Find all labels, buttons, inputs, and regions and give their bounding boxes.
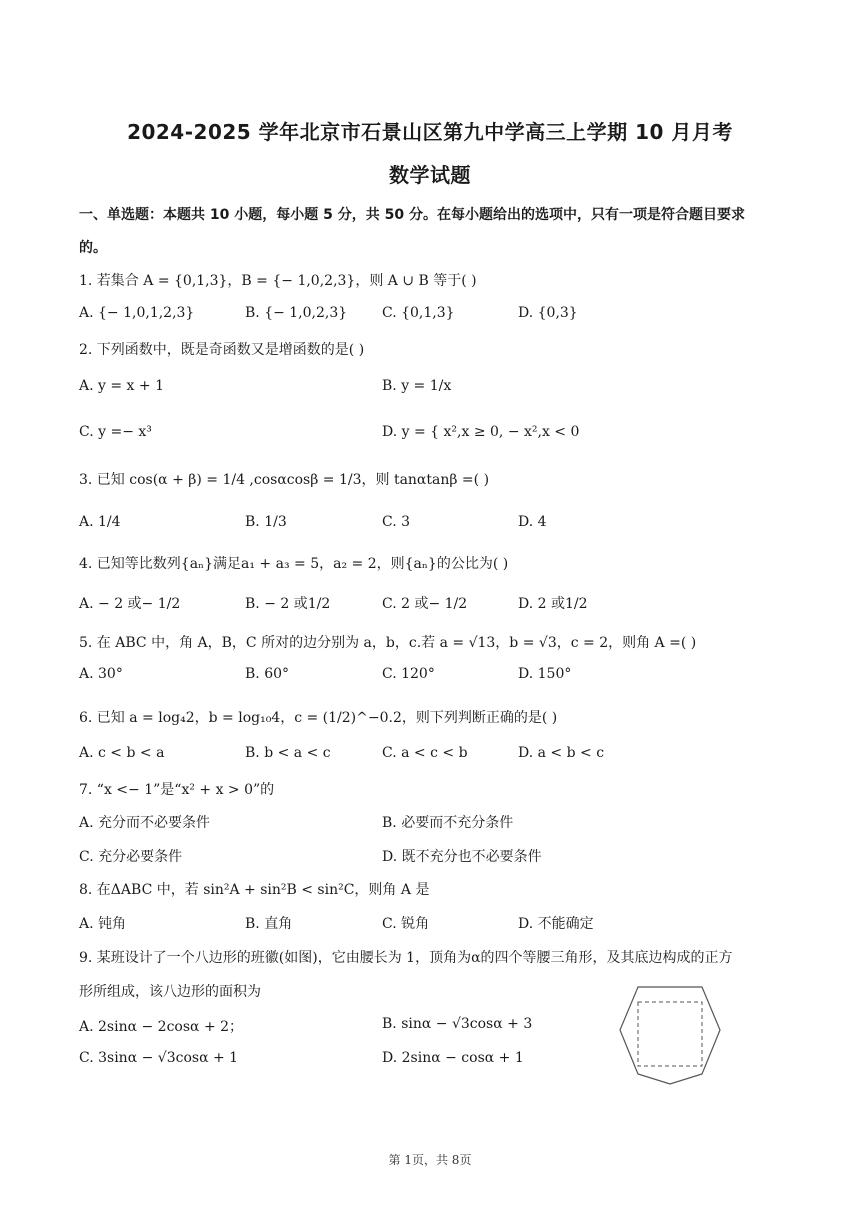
question-7-option-c: C. 充分必要条件 [79, 849, 183, 865]
section-heading-cont: 的。 [79, 240, 107, 256]
question-8-option-a: A. 钝角 [79, 916, 127, 932]
question-7-option-b: B. 必要而不充分条件 [382, 815, 514, 831]
question-6-option-c: C. a < c < b [382, 745, 468, 761]
octagon-badge-figure [612, 977, 728, 1087]
question-6-option-b: B. b < a < c [245, 745, 331, 761]
question-2-option-a: A. y = x + 1 [79, 378, 164, 394]
question-2-option-b: B. y = 1/x [382, 378, 452, 394]
question-4-option-d: D. 2 或1/2 [518, 596, 588, 612]
page-footer: 第 1页，共 8页 [388, 1153, 472, 1167]
question-4-option-b: B. − 2 或1/2 [245, 596, 331, 612]
question-7-stem: 7. “x <− 1”是“x² + x > 0”的 [79, 782, 275, 798]
question-3-option-d: D. 4 [518, 514, 547, 530]
question-2-stem: 2. 下列函数中，既是奇函数又是增函数的是( ) [79, 342, 365, 358]
question-8-option-c: C. 锐角 [382, 916, 430, 932]
section-heading: 一、单选题：本题共 10 小题，每小题 5 分，共 50 分。在每小题给出的选项中，只有一项是符合题目要求 [79, 207, 745, 223]
question-9-option-b: B. sinα − √3cosα + 3 [382, 1016, 533, 1032]
question-3-option-c: C. 3 [382, 514, 411, 530]
question-5-option-b: B. 60° [245, 666, 290, 682]
question-1-option-a: A. {− 1,0,1,2,3} [79, 305, 195, 321]
question-6-option-a: A. c < b < a [79, 745, 165, 761]
question-1-stem: 1. 若集合 A = {0,1,3}，B = {− 1,0,2,3}，则 A ∪ B 等于( ) [79, 273, 477, 289]
question-5-option-d: D. 150° [518, 666, 572, 682]
question-4-stem: 4. 已知等比数列{aₙ}满足a₁ + a₃ = 5，a₂ = 2，则{aₙ}的公比为( ) [79, 556, 509, 572]
question-9-stem-cont: 形所组成，该八边形的面积为 [79, 984, 261, 1000]
question-5-option-a: A. 30° [79, 666, 123, 682]
question-3-stem: 3. 已知 cos(α + β) = 1/4 ,cosαcosβ = 1/3，则 tanαtanβ =( ) [79, 472, 490, 488]
question-8-option-b: B. 直角 [245, 916, 293, 932]
question-9-option-c: C. 3sinα − √3cosα + 1 [79, 1050, 239, 1066]
question-9-option-a: A. 2sinα − 2cosα + 2； [79, 1019, 244, 1035]
question-4-option-a: A. − 2 或− 1/2 [79, 596, 181, 612]
question-6-stem: 6. 已知 a = log₄2，b = log₁₀4，c = (1/2)^−0.2，则下列判断正确的是( ) [79, 710, 558, 726]
question-3-option-b: B. 1/3 [245, 514, 287, 530]
question-7-option-a: A. 充分而不必要条件 [79, 815, 211, 831]
question-3-option-a: A. 1/4 [79, 514, 121, 530]
page-title: 2024-2025 学年北京市石景山区第九中学高三上学期 10 月月考 [127, 120, 733, 144]
page-subtitle: 数学试题 [389, 163, 471, 187]
question-2-option-d: D. y = { x²,x ≥ 0, − x²,x < 0 [382, 424, 580, 440]
question-8-option-d: D. 不能确定 [518, 916, 594, 932]
question-8-stem: 8. 在ΔABC 中，若 sin²A + sin²B < sin²C，则角 A 是 [79, 882, 430, 898]
question-1-option-d: D. {0,3} [518, 305, 578, 321]
question-4-option-c: C. 2 或− 1/2 [382, 596, 468, 612]
question-1-option-c: C. {0,1,3} [382, 305, 455, 321]
question-2-option-c: C. y =− x³ [79, 424, 152, 440]
question-9-option-d: D. 2sinα − cosα + 1 [382, 1050, 524, 1066]
question-5-stem: 5. 在 ABC 中，角 A，B，C 所对的边分别为 a，b，c.若 a = √13，b = √3，c = 2，则角 A =( ) [79, 635, 697, 651]
question-9-stem: 9. 某班设计了一个八边形的班徽(如图)，它由腰长为 1，顶角为α的四个等腰三角形，及其底边构成的正方 [79, 950, 733, 966]
question-7-option-d: D. 既不充分也不必要条件 [382, 849, 542, 865]
question-1-option-b: B. {− 1,0,2,3} [245, 305, 348, 321]
inner-square-dashed [638, 1002, 702, 1066]
question-6-option-d: D. a < b < c [518, 745, 605, 761]
question-5-option-c: C. 120° [382, 666, 435, 682]
